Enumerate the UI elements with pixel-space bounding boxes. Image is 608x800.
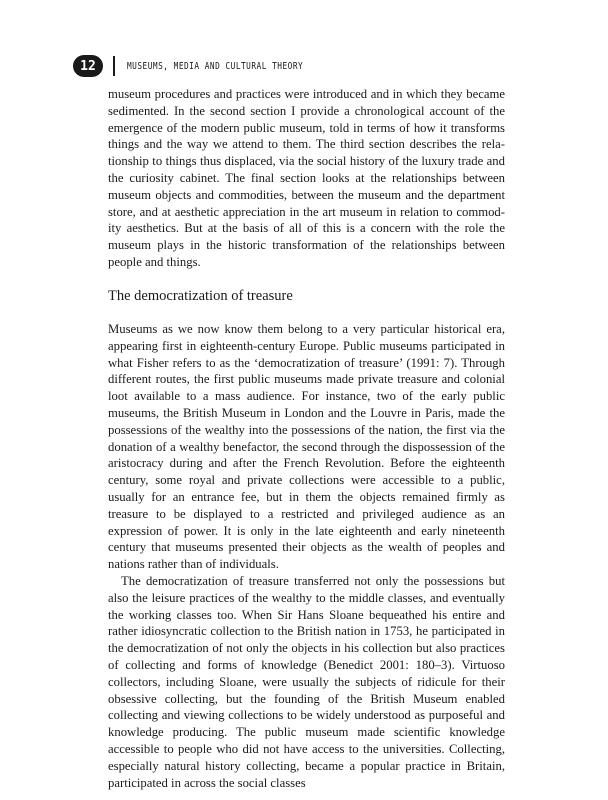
intro-text	[108, 86, 505, 271]
running-header	[73, 55, 342, 77]
header-divider	[113, 56, 115, 76]
body-paragraph: Museums as we now know them belong to a very particular historical era, appearing first in eighteenth-century Europe. Public museums participated in what Fisher refers to as the ‘democratization of treasure’ (1991: 7). Through different routes, the first public museums made private treasure and colonial loot available to a mass audience. For instance, two of the early public museums, the British Museum in London and the Louvre in Paris, made the possessions of the wealthy into the possessions of the nation, the first via the donation of a wealthy benefactor, the second through the dispossession of the aristocracy during and after the French Revolution. Before the eighteenth century, some royal and private collections were accessible to a public, usually for an entrance fee, but in them the objects remained firmly as treasure to be displayed to a restricted and privileged audience as an expression of power. It is only in the late eighteenth and early nineteenth century that museums presented their objects as the wealth of peoples and nations rather than of individuals.	[108, 322, 505, 572]
intro-paragraph: museum procedures and practices were introduced and in which they became sedimented. In the second section I provide a chronological account of the emergence of the modern public museum, told in terms of how it transforms things and the way we attend to them. The third section describes the relationship to things thus displaced, via the social history of the luxury trade and the curiosity cabinet. The final section looks at the relationships between museum objects and commodities, between the museum and the department store, and at aesthetic appreciation in the art museum in relation to commodity aesthetics. But at the basis of all of this is a concern with the role the museum plays in the historic transformation of the relationships between people and things.	[108, 87, 505, 269]
running-title: MUSEUMS, MEDIA AND CULTURAL THEORY	[127, 60, 304, 72]
section-heading: The democratization of treasure	[108, 288, 293, 304]
body-paragraph: The democratization of treasure transferred not only the possessions but also the leisure practices of the wealthy to the middle classes, and eventually the working classes too. When Sir Hans Sloane bequeathed his entire and rather idiosyncratic collection to the British nation in 1753, he participated in the democratization of not only the objects in his collection but also practices of collecting and forms of knowledge (Benedict 2001: 180–3). Virtuoso collectors, including Sloane, were usually the subjects of ridicule for their obsessive collecting, but the founding of the British Museum enabled collecting and viewing collections to be widely understood as purposeful and knowledge producing. The public museum made scientific knowledge accessible to people who did not have access to the universities. Collecting, especially natural history collecting, became a popular practice in Britain, participated in across the social classes	[108, 573, 505, 790]
page-number: 12	[73, 55, 103, 77]
section-body	[108, 321, 505, 791]
